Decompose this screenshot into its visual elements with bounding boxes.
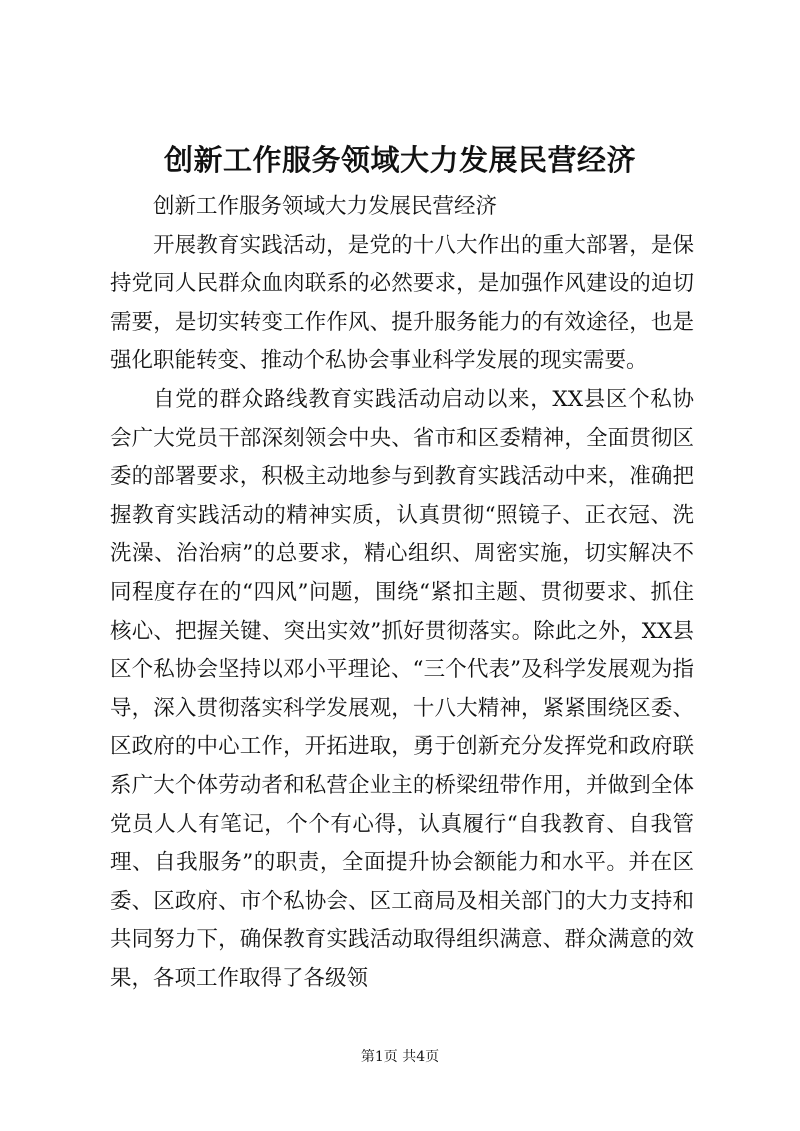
- subtitle-paragraph: 创新工作服务领域大力发展民营经济: [153, 194, 498, 219]
- body-paragraph: 自党的群众路线教育实践活动启动以来，XX县区个私协会广大党员干部深刻领会中央、省市和区委精神，全面贯彻区委的部署要求，积极主动地参与到教育实践活动中来，准确把握教育实践活动的精神实质，认真贯彻“照镜子、正衣冠、洗洗澡、治治病”的总要求，精心组织、周密实施，切实解决不同程度存在的“四风”问题，围绕“紧扣主题、贯彻要求、抓住核心、把握关键、突出实效”抓好贯彻落实。除此之外，XX县区个私协会坚持以邓小平理论、“三个代表”及科学发展观为指导，深入贯彻落实科学发展观，十八大精神，紧紧围绕区委、区政府的中心工作，开拓进取，勇于创新充分发挥党和政府联系广大个体劳动者和私营企业主的桥梁纽带作用，并做到全体党员人人有笔记，个个有心得，认真履行“自我教育、自我管理、自我服务”的职责，全面提升协会额能力和水平。并在区委、区政府、市个私协会、区工商局及相关部门的大力支持和共同努力下，确保教育实践活动取得组织满意、群众满意的效果，各项工作取得了各级领: [110, 386, 694, 991]
- document-body: [110, 188, 694, 998]
- document-title: 创新工作服务领域大力发展民营经济: [163, 143, 636, 177]
- page-footer: 第1页 共4页: [360, 1049, 440, 1065]
- body-paragraph: 开展教育实践活动，是党的十八大作出的重大部署，是保持党同人民群众血肉联系的必然要求，是加强作风建设的迫切需要，是切实转变工作作风、提升服务能力的有效途径，也是强化职能转变、推动个私协会事业科学发展的现实需要。: [110, 232, 694, 374]
